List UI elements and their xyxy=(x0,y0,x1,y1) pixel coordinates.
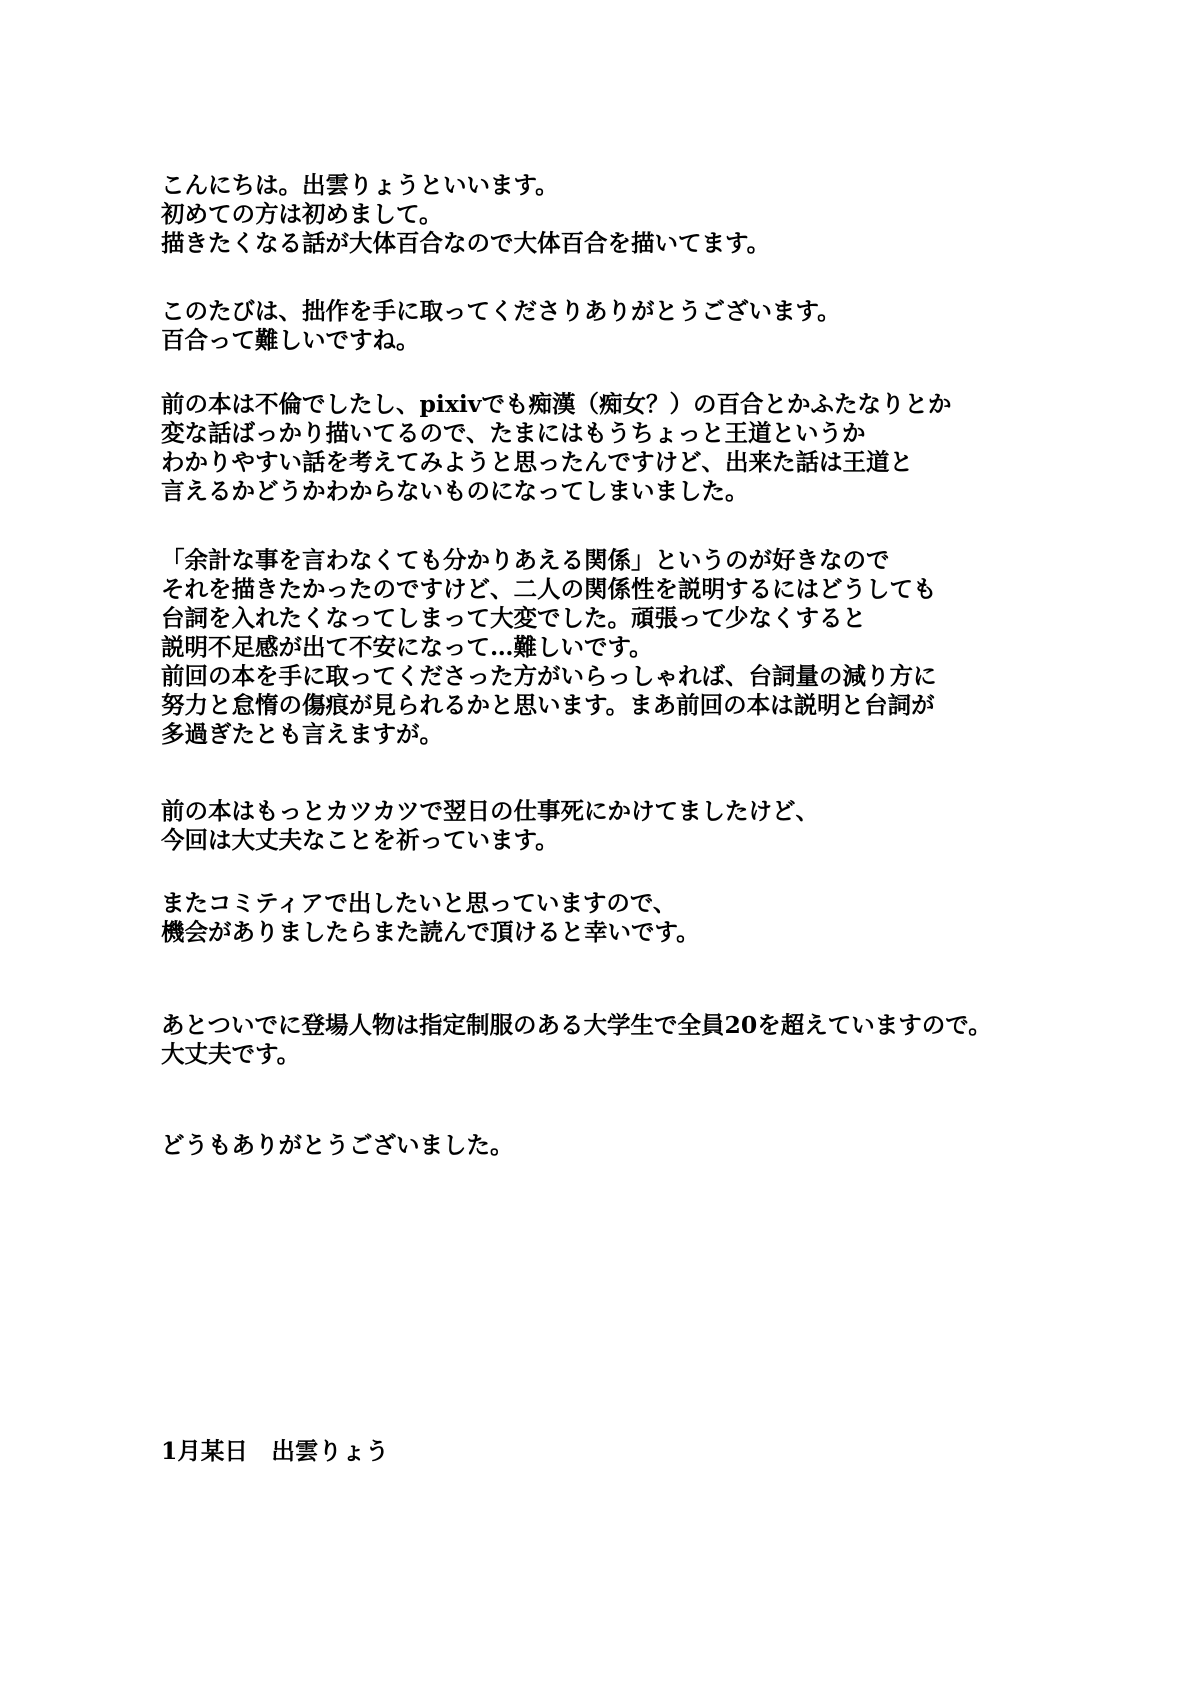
text-line: わかりやすい話を考えてみようと思ったんですけど、出来た話は王道と xyxy=(161,448,913,476)
paragraph-greeting xyxy=(161,171,1161,258)
text-line: またコミティアで出したいと思っていますので、 xyxy=(161,889,677,917)
text-line: 描きたくなる話が大体百合なので大体百合を描いてます。 xyxy=(161,229,771,257)
text-line: 百合って難しいですね。 xyxy=(161,326,420,354)
text-line: あとついでに登場人物は指定制服のある大学生で全員20を超えていますので。 xyxy=(161,1011,992,1039)
text-line: 「余計な事を言わなくても分かりあえる関係」というのが好きなので xyxy=(161,546,890,574)
paragraph-closing xyxy=(161,1131,1161,1160)
text-line: 説明不足感が出て不安になって…難しいです。 xyxy=(161,633,653,661)
paragraph-thanks xyxy=(161,297,1161,355)
text-line: 台詞を入れたくなってしまって大変でした。頑張って少なくすると xyxy=(161,604,866,632)
text-line: それを描きたかったのですけど、二人の関係性を説明するにはどうしても xyxy=(161,575,937,603)
signature xyxy=(161,1437,1161,1466)
text-line: 機会がありましたらまた読んで頂けると幸いです。 xyxy=(161,918,700,946)
paragraph-deadline xyxy=(161,797,1161,855)
text-line: このたびは、拙作を手に取ってくださりありがとうございます。 xyxy=(161,297,841,325)
text-line: どうもありがとうございました。 xyxy=(161,1131,514,1159)
paragraph-comitia xyxy=(161,889,1161,947)
text-line: 変な話ばっかり描いてるので、たまにはもうちょっと王道というか xyxy=(161,419,866,447)
paragraph-relationship xyxy=(161,546,1161,749)
text-line: 大丈夫です。 xyxy=(161,1040,301,1068)
signature-line: 1月某日 出雲りょう xyxy=(161,1437,389,1465)
text-line: 前回の本を手に取ってくださった方がいらっしゃれば、台詞量の減り方に xyxy=(161,662,937,690)
text-line: 言えるかどうかわからないものになってしまいました。 xyxy=(161,477,749,505)
text-line: 努力と怠惰の傷痕が見られるかと思います。まあ前回の本は説明と台詞が xyxy=(161,691,935,719)
paragraph-previous-book xyxy=(161,390,1161,506)
text-line: こんにちは。出雲りょうといいます。 xyxy=(161,171,559,199)
text-line: 多過ぎたとも言えますが。 xyxy=(161,720,443,748)
text-line: 前の本はもっとカツカツで翌日の仕事死にかけてましたけど、 xyxy=(161,797,819,825)
paragraph-characters xyxy=(161,1011,1161,1069)
text-line: 初めての方は初めまして。 xyxy=(161,200,443,228)
text-line: 前の本は不倫でしたし、pixivでも痴漢（痴女？）の百合とかふたなりとか xyxy=(161,390,952,418)
text-line: 今回は大丈夫なことを祈っています。 xyxy=(161,826,559,854)
